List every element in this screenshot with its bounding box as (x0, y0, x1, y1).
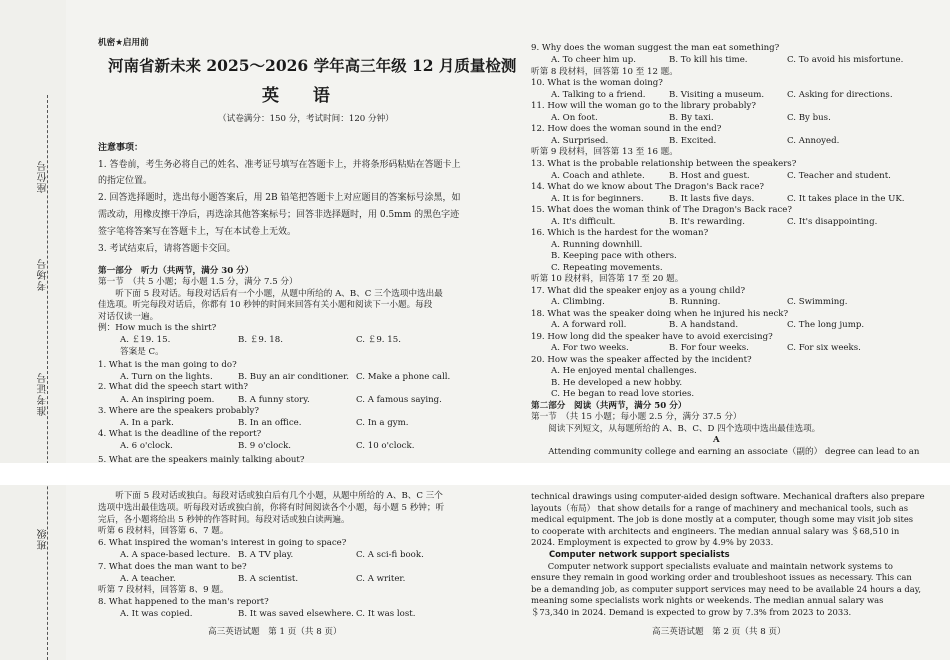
question: 6. What inspired the woman's interest in going to space? (98, 538, 347, 548)
question: 19. How long did the speaker have to avoid exercising? (531, 332, 773, 342)
option-c: C. In a gym. (356, 418, 409, 428)
question: 16. Which is the hardest for the woman? (531, 228, 709, 238)
subject-title: 英 语 (262, 86, 344, 106)
option-a: A. To cheer him up. (551, 55, 636, 65)
question: 18. What was the speaker doing when he injured his neck? (531, 309, 789, 319)
option-a: A. A teacher. (120, 574, 176, 584)
option-b: B. A scientist. (238, 574, 299, 584)
option-c: C. It takes place in the UK. (787, 194, 905, 204)
option-a: A. Turn on the lights. (120, 372, 213, 382)
question: 13. What is the probable relationship between the speakers? (531, 159, 797, 169)
passage-line: medical equipment. The job is done mostly at a computer, though some may visit job sites (531, 514, 914, 524)
question-cut: 5. What are the speakers mainly talking about? (98, 455, 305, 465)
option-a: A. A forward roll. (551, 320, 627, 330)
option-a: A. Talking to a friend. (551, 90, 646, 100)
passage-line: layouts（布局） that show details for a range of machinery and mechanical tools, such as (531, 503, 909, 513)
passage-subheading: Computer network support specialists (549, 549, 730, 559)
option-c: C. The long jump. (787, 320, 865, 330)
option-b: B. A funny story. (238, 395, 310, 405)
option-a: A. It was copied. (120, 609, 193, 619)
option-b: B. It lasts five days. (669, 194, 755, 204)
example-option-a: A. ￡19. 15. (120, 335, 171, 345)
option-b: B. A handstand. (669, 320, 739, 330)
instruction-line: 对话仅读一遍。 (98, 312, 159, 322)
instruction-line: 听下面 5 段对话。每段对话后有一个小题，从题中所给的 A、B、C 三个选项中选出最 (98, 289, 443, 299)
question: 14. What do we know about The Dragon's Back race? (531, 182, 765, 192)
passage-line: Computer network support specialists evaluate and maintain network systems to (531, 561, 893, 571)
example-question: 例：How much is the shirt? (98, 323, 217, 333)
option-a: A. Coach and athlete. (551, 171, 645, 181)
question: 3. Where are the speakers probably? (98, 406, 259, 416)
option-b: B. By taxi. (669, 113, 714, 123)
question: 2. What did the speech start with? (98, 382, 249, 392)
option-a: A. It is for beginners. (551, 194, 644, 204)
option-a: A. Surprised. (551, 136, 609, 146)
example-option-c: C. ￡9. 15. (356, 335, 401, 345)
option-c: C. Asking for directions. (787, 90, 893, 100)
option-c: C. It's disappointing. (787, 217, 878, 227)
option-b: B. Visiting a museum. (669, 90, 765, 100)
option-b: B. Buy an air conditioner. (238, 372, 349, 382)
option-a: A. Running downhill. (551, 240, 643, 250)
binding-margin (0, 0, 66, 660)
material-heading: 听第 9 段材料，回答第 13 至 16 题。 (531, 147, 678, 157)
passage-line: Attending community college and earning an associate（副的） degree can lead to an (531, 447, 920, 457)
option-a: A. 6 o'clock. (120, 441, 173, 451)
option-b: B. For four weeks. (669, 343, 749, 353)
example-option-b: B. ￡9. 18. (238, 335, 283, 345)
option-b: B. Host and guest. (669, 171, 750, 181)
option-c: C. Make a phone call. (356, 372, 451, 382)
option-b: B. To kill his time. (669, 55, 748, 65)
option-b: B. 9 o'clock. (238, 441, 292, 451)
option-b: B. It was saved elsewhere. (238, 609, 354, 619)
example-answer: 答案是 C。 (120, 347, 164, 357)
option-b: B. Keeping pace with others. (551, 251, 677, 261)
part2-instruction: 阅读下列短文，从每题所给的 A、B、C、D 四个选项中选出最佳选项。 (531, 424, 821, 434)
part2-section1-heading: 第一节 （共 15 小题；每小题 2.5 分，满分 37.5 分） (531, 412, 742, 422)
option-c: C. 10 o'clock. (356, 441, 415, 451)
question: 11. How will the woman go to the library probably? (531, 101, 756, 111)
option-b: B. In an office. (238, 418, 302, 428)
question: 4. What is the deadline of the report? (98, 429, 262, 439)
option-c: C. To avoid his misfortune. (787, 55, 904, 65)
passage-line: ＄73,340 in 2024. Demand is expected to grow by 7.3% from 2023 to 2033. (531, 607, 852, 617)
question: 15. What does the woman think of The Dragon's Back race? (531, 205, 792, 215)
option-c: C. A famous saying. (356, 395, 442, 405)
question: 12. How does the woman sound in the end? (531, 124, 722, 134)
option-a: A. For two weeks. (551, 343, 629, 353)
section1-heading: 第一节 （共 5 小题；每小题 1.5 分，满分 7.5 分） (98, 277, 298, 287)
passage-line: be a demanding job, as computer support services may need to be available 24 hours a day, (531, 584, 922, 594)
option-c: C. Annoyed. (787, 136, 840, 146)
question: 9. Why does the woman suggest the man eat something? (531, 43, 780, 53)
exam-info: （试卷满分：150 分，考试时间：120 分钟） (218, 114, 394, 124)
option-c: C. For six weeks. (787, 343, 861, 353)
class-label: 班级 (38, 528, 49, 550)
option-b: B. A TV play. (238, 550, 294, 560)
notice-line: 3. 考试结束后，请将答题卡交回。 (98, 244, 236, 254)
option-c: C. By bus. (787, 113, 831, 123)
part1-heading: 第一部分 听力（共两节，满分 30 分） (98, 266, 254, 276)
option-c: C. He began to read love stories. (551, 389, 695, 399)
instruction-line: 听下面 5 段对话或独白。每段对话或独白后有几个小题，从题中所给的 A、B、C 三个 (98, 491, 443, 501)
option-b: B. Excited. (669, 136, 717, 146)
passage-label: A (713, 435, 720, 445)
option-c: C. A writer. (356, 574, 406, 584)
exam-room-label: 考场号 (38, 258, 49, 291)
question: 17. What did the speaker enjoy as a young child? (531, 286, 746, 296)
part2-heading: 第二部分 阅读（共两节，满分 50 分） (531, 401, 687, 411)
passage-line: 2024. Employment is expected to grow by 4.9% by 2033. (531, 537, 774, 547)
question: 10. What is the woman doing? (531, 78, 663, 88)
notice-line: 1. 答卷前，考生务必将自己的姓名、准考证号填写在答题卡上，并将条形码粘贴在答题卡上 (98, 160, 461, 170)
exam-title: 河南省新未来 2025～2026 学年高三年级 12 月质量检测 (108, 56, 517, 75)
material-heading: 听第 10 段材料，回答第 17 至 20 题。 (531, 274, 684, 284)
option-c: C. A sci-fi book. (356, 550, 424, 560)
question: 20. How was the speaker affected by the incident? (531, 355, 752, 365)
option-c: C. Teacher and student. (787, 171, 891, 181)
instruction-line: 完后，各小题将给出 5 秒钟的作答时间。每段对话或独白读两遍。 (98, 515, 350, 525)
question: 8. What happened to the man's report? (98, 597, 269, 607)
notice-line: 签字笔将答案写在答题卡上，写在本试卷上无效。 (98, 227, 297, 237)
page1-footer: 高三英语试题 第 1 页（共 8 页） (208, 627, 342, 637)
question: 7. What does the man want to be? (98, 562, 247, 572)
option-a: A. In a park. (120, 418, 174, 428)
option-b: B. Running. (669, 297, 721, 307)
material-heading: 听第 6 段材料，回答第 6、7 题。 (98, 526, 229, 536)
option-a: A. It's difficult. (551, 217, 616, 227)
notice-heading: 注意事项： (98, 143, 144, 153)
page2-footer: 高三英语试题 第 2 页（共 8 页） (652, 627, 786, 637)
option-b: B. It's rewarding. (669, 217, 745, 227)
instruction-line: 佳选项。听完每段对话后，你都有 10 秒钟的时间来回答有关小题和阅读下一小题。每段 (98, 300, 433, 310)
ticket-number-label: 准考证号 (38, 372, 49, 416)
option-c: C. Swimming. (787, 297, 848, 307)
option-b: B. He developed a new hobby. (551, 378, 683, 388)
option-c: C. It was lost. (356, 609, 416, 619)
seat-number-label: 座位号 (38, 160, 49, 193)
passage-line: ensure they remain in good working order and troubleshoot issues as necessary. This can (531, 572, 912, 582)
notice-line: 需改动，用橡皮擦干净后，再选涂其他答案标号；回答非选择题时，用 0.5mm 的黑色字迹 (98, 210, 460, 220)
confidential-mark: 机密★启用前 (98, 38, 149, 48)
question: 1. What is the man going to do? (98, 360, 237, 370)
option-c: C. Repeating movements. (551, 263, 663, 273)
passage-line: technical drawings using computer-aided design software. Mechanical drafters also prepare (531, 491, 925, 501)
option-a: A. An inspiring poem. (120, 395, 215, 405)
passage-line: to cooperate with architects and engineers. The median annual salary was ＄68,510 in (531, 526, 900, 536)
notice-line: 的指定位置。 (98, 176, 153, 186)
option-a: A. Climbing. (551, 297, 605, 307)
passage-line: meaning some specialists work nights or weekends. The median annual salary was (531, 595, 884, 605)
instruction-line: 选项中选出最佳选项。听每段对话或独白前，你将有时间阅读各个小题，每小题 5 秒钟；听 (98, 503, 445, 513)
option-a: A. A space-based lecture. (120, 550, 231, 560)
option-a: A. He enjoyed mental challenges. (551, 366, 697, 376)
material-heading: 听第 7 段材料，回答第 8、9 题。 (98, 585, 229, 595)
option-a: A. On foot. (551, 113, 598, 123)
material-heading: 听第 8 段材料，回答第 10 至 12 题。 (531, 67, 678, 77)
notice-line: 2. 回答选择题时，选出每小题答案后，用 2B 铅笔把答题卡上对应题目的答案标号涂黑，如 (98, 193, 461, 203)
